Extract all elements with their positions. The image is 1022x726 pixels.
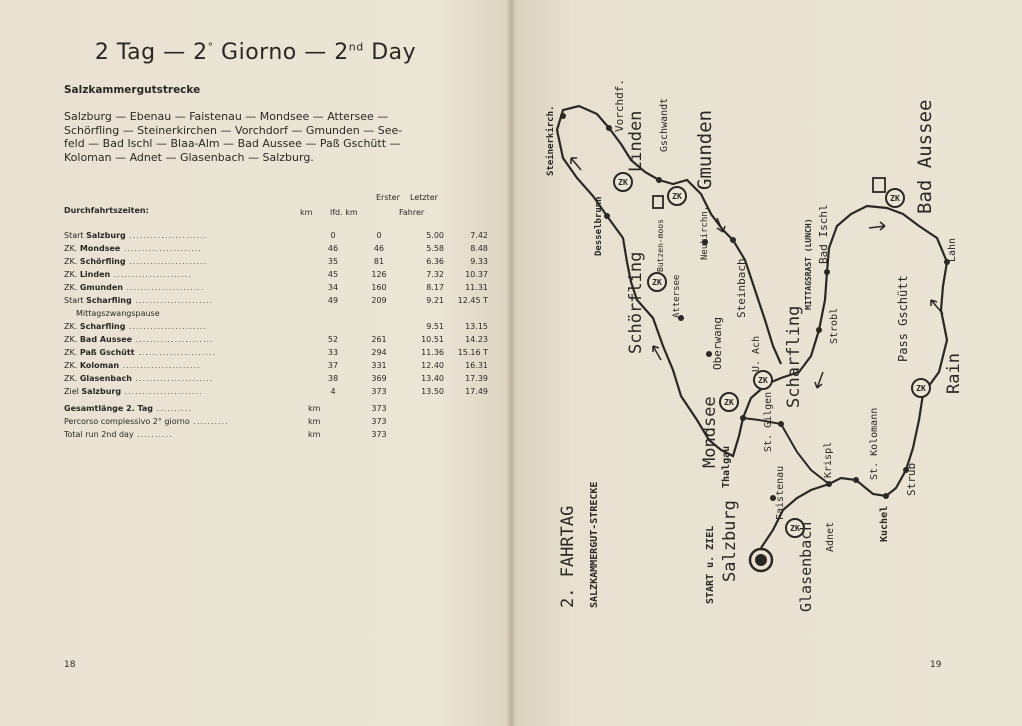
row-last: 11.31 bbox=[465, 283, 488, 292]
row-km: 35 bbox=[327, 257, 339, 266]
row-place bbox=[64, 229, 308, 242]
row-place bbox=[64, 385, 308, 398]
row-place-name: Salzburg bbox=[86, 231, 126, 240]
row-prefix: Start bbox=[64, 231, 84, 240]
zk-text: ZK bbox=[618, 178, 628, 187]
schedule-row bbox=[64, 268, 488, 281]
row-first: 10.51 bbox=[421, 335, 444, 344]
row-last: 16.31 bbox=[465, 361, 488, 370]
label-steinerkirchen: Steinerkirch. bbox=[546, 105, 556, 176]
schedule-row bbox=[64, 359, 488, 372]
label-bad-aussee: Bad Aussee bbox=[914, 99, 936, 214]
label-neukirchen: Neukirchn. bbox=[700, 205, 710, 260]
row-km bbox=[308, 307, 358, 320]
zk-text: ZK bbox=[724, 398, 734, 407]
route-description bbox=[64, 110, 456, 164]
section-title: Salzkammergutstrecke bbox=[64, 84, 201, 96]
total-unit: km bbox=[308, 417, 321, 426]
label-schoerfling: Schörfling bbox=[626, 251, 646, 354]
col-header-last: Letzter bbox=[410, 193, 438, 202]
route-line: Schörfling — Steinerkirchen — Vorchdorf — Gmunden — See- bbox=[64, 123, 403, 137]
row-place bbox=[64, 255, 308, 268]
checkpoint-box-aussee bbox=[873, 178, 885, 192]
row-leader-dots: ...................... bbox=[132, 335, 214, 344]
row-prefix: Ziel bbox=[64, 387, 79, 396]
row-prefix: ZK. bbox=[64, 283, 78, 292]
row-first: 9.21 bbox=[426, 296, 444, 305]
day-title bbox=[0, 40, 511, 65]
label-rain: Rain bbox=[944, 353, 964, 394]
total-row bbox=[64, 428, 488, 441]
label-oberwang: Oberwang bbox=[711, 317, 724, 370]
label-pass-gschuett: Pass Gschütt bbox=[896, 275, 910, 362]
row-last: 12.45 T bbox=[457, 296, 488, 305]
schedule-row bbox=[64, 333, 488, 346]
row-km: 33 bbox=[327, 348, 339, 357]
total-label bbox=[64, 398, 308, 415]
total-unit: km bbox=[308, 430, 321, 439]
row-lfd: 46 bbox=[373, 244, 385, 253]
zk-text: ZK bbox=[890, 194, 900, 203]
label-linden: Linden bbox=[626, 110, 646, 172]
row-km: 34 bbox=[327, 283, 339, 292]
row-leader-dots: ...................... bbox=[125, 322, 207, 331]
label-gmunden: Gmunden bbox=[694, 109, 716, 190]
label-scharfling: Scharfling bbox=[784, 305, 804, 408]
col-header-first: Erster bbox=[376, 193, 400, 202]
total-label-text: Gesamtlänge 2. Tag bbox=[64, 404, 154, 413]
total-leader-dots: .......... bbox=[133, 430, 173, 439]
map-title: 2. FAHRTAG bbox=[558, 505, 578, 608]
row-prefix: ZK. bbox=[64, 270, 78, 279]
row-km: 45 bbox=[327, 270, 339, 279]
row-first: 6.36 bbox=[426, 257, 444, 266]
row-first: 9.51 bbox=[426, 322, 444, 331]
route-line: Koloman — Adnet — Glasenbach — Salzburg. bbox=[64, 150, 314, 164]
row-prefix: ZK. bbox=[64, 361, 78, 370]
row-place-name: Mondsee bbox=[79, 244, 121, 253]
label-salzburg: Salzburg bbox=[720, 500, 740, 582]
row-place bbox=[64, 320, 308, 333]
row-place bbox=[64, 372, 308, 385]
label-st-kolomann: St. Kolomann bbox=[869, 407, 880, 480]
total-leader-dots: .......... bbox=[189, 417, 229, 426]
row-place bbox=[64, 294, 308, 307]
row-lfd: 369 bbox=[371, 374, 387, 383]
total-value: 373 bbox=[371, 430, 387, 439]
row-km: 4 bbox=[330, 387, 336, 396]
zk-text: ZK bbox=[790, 524, 800, 533]
row-leader-dots: ...................... bbox=[120, 244, 202, 253]
total-label-text: Total run 2nd day bbox=[64, 430, 134, 439]
row-first: 5.00 bbox=[426, 231, 444, 240]
row-prefix: ZK. bbox=[64, 322, 78, 331]
col-header-km: km bbox=[300, 208, 313, 217]
row-place-name: Glasenbach bbox=[79, 374, 132, 383]
row-last: 17.49 bbox=[465, 387, 488, 396]
row-leader-dots: ...................... bbox=[122, 283, 205, 292]
row-leader-dots: ...................... bbox=[125, 257, 208, 266]
zk-text: ZK bbox=[758, 376, 768, 385]
zk-text: ZK bbox=[652, 278, 662, 287]
row-place-name: Koloman bbox=[79, 361, 120, 370]
route-map bbox=[511, 0, 1022, 726]
row-prefix: ZK. bbox=[64, 335, 78, 344]
schedule-row bbox=[64, 229, 488, 242]
label-u-ach: U. Ach bbox=[751, 335, 762, 372]
total-row bbox=[64, 415, 488, 428]
label-desselbrunn: Desselbrunn bbox=[594, 196, 604, 256]
label-mondsee: Mondsee bbox=[700, 396, 720, 468]
row-lfd: 373 bbox=[371, 387, 387, 396]
label-strub: Strub bbox=[905, 462, 918, 496]
col-header-driver: Fahrer bbox=[399, 208, 425, 217]
total-label bbox=[64, 415, 308, 428]
row-leader-dots: ...................... bbox=[121, 387, 203, 396]
total-value: 373 bbox=[371, 417, 387, 426]
row-first: 11.36 bbox=[421, 348, 444, 357]
page-number-left: 18 bbox=[64, 660, 76, 670]
schedule-row bbox=[64, 346, 488, 359]
title-part: 2 Tag — 2 bbox=[94, 40, 208, 65]
zk-text: ZK bbox=[916, 384, 926, 393]
row-lfd: 331 bbox=[371, 361, 387, 370]
label-kuchel: Kuchel bbox=[879, 505, 890, 542]
row-place-name: Scharfling bbox=[86, 296, 132, 305]
route-line: Salzburg — Ebenau — Faistenau — Mondsee — Attersee — bbox=[64, 110, 389, 123]
total-label-text: Percorso complessivo 2° giorno bbox=[64, 417, 190, 426]
row-first: 13.40 bbox=[421, 374, 444, 383]
row-first: 7.32 bbox=[426, 270, 444, 279]
row-place bbox=[64, 333, 308, 346]
label-glasenbach: Glasenbach bbox=[797, 521, 815, 612]
row-last: 10.37 bbox=[465, 270, 488, 279]
row-first: 5.58 bbox=[426, 244, 444, 253]
total-unit: km bbox=[308, 404, 321, 413]
row-lfd bbox=[358, 307, 400, 320]
row-note: Mittagszwangspause bbox=[76, 309, 160, 318]
row-lfd: 126 bbox=[371, 270, 387, 279]
total-value: 373 bbox=[371, 404, 387, 413]
title-part: Giorno — 2 bbox=[213, 40, 349, 65]
schedule-row bbox=[64, 385, 488, 398]
row-lfd: 294 bbox=[371, 348, 387, 357]
row-km bbox=[308, 320, 358, 333]
row-place-name: Scharfling bbox=[79, 322, 126, 331]
label-faistenau: Faistenau bbox=[775, 465, 786, 520]
schedule-row bbox=[64, 255, 488, 268]
row-prefix: ZK. bbox=[64, 348, 78, 357]
row-last: 14.23 bbox=[465, 335, 488, 344]
label-st-gilgen: St. Gilgen bbox=[763, 391, 774, 452]
label-butzenmoos: Butzen-moos bbox=[656, 219, 665, 272]
row-km: 0 bbox=[330, 231, 336, 240]
row-lfd: 261 bbox=[371, 335, 387, 344]
row-lfd: 160 bbox=[371, 283, 387, 292]
label-gschwandt: Gschwandt bbox=[659, 97, 670, 152]
row-last: 7.42 bbox=[470, 231, 488, 240]
label-lahn: Lahn bbox=[947, 237, 958, 262]
schedule-row bbox=[64, 307, 488, 320]
row-lfd: 81 bbox=[373, 257, 385, 266]
row-km: 37 bbox=[327, 361, 339, 370]
row-last: 17.39 bbox=[465, 374, 488, 383]
row-place-name: Gmunden bbox=[79, 283, 123, 292]
row-place bbox=[64, 268, 308, 281]
row-prefix: Start bbox=[64, 296, 84, 305]
row-km: 52 bbox=[327, 335, 339, 344]
times-label: Durchfahrtszeiten: bbox=[64, 206, 149, 215]
total-leader-dots: .......... bbox=[153, 404, 193, 413]
row-place bbox=[64, 281, 308, 294]
row-place bbox=[64, 307, 308, 320]
row-lfd bbox=[358, 320, 400, 333]
zk-text: ZK bbox=[672, 192, 682, 201]
row-leader-dots: ...................... bbox=[134, 348, 217, 357]
checkpoint-box-gmunden bbox=[653, 196, 663, 208]
label-thalgau: Thalgau bbox=[721, 445, 732, 488]
row-leader-dots: ...................... bbox=[131, 296, 214, 305]
row-last: 9.33 bbox=[470, 257, 488, 266]
row-place bbox=[64, 346, 308, 359]
label-mittagsrast: MITTAGSRAST (LUNCH) bbox=[804, 218, 813, 310]
row-last bbox=[444, 307, 488, 320]
row-lfd: 0 bbox=[376, 231, 382, 240]
label-attersee: Attersee bbox=[672, 274, 682, 318]
row-place-name: Linden bbox=[79, 270, 111, 279]
row-prefix: ZK. bbox=[64, 244, 78, 253]
row-place-name: Schörfling bbox=[79, 257, 126, 266]
row-place bbox=[64, 242, 308, 255]
town-dots bbox=[560, 110, 950, 501]
row-leader-dots: ...................... bbox=[110, 270, 192, 279]
row-lfd: 209 bbox=[371, 296, 387, 305]
schedule-row bbox=[64, 281, 488, 294]
label-bad-ischl: Bad Ischl bbox=[817, 204, 830, 264]
row-leader-dots: ...................... bbox=[125, 231, 208, 240]
schedule-row bbox=[64, 372, 488, 385]
schedule-row bbox=[64, 320, 488, 333]
title-part: Day bbox=[363, 40, 417, 65]
route-path bbox=[557, 106, 947, 548]
row-km: 49 bbox=[327, 296, 339, 305]
label-vorchdorf: Vorchdf. bbox=[613, 79, 626, 132]
row-leader-dots: ...................... bbox=[119, 361, 201, 370]
row-km: 46 bbox=[327, 244, 339, 253]
row-place-name: Salzburg bbox=[81, 387, 122, 396]
row-first: 12.40 bbox=[421, 361, 444, 370]
row-prefix: ZK. bbox=[64, 257, 78, 266]
page-number-right: 19 bbox=[930, 660, 942, 670]
row-last: 15.16 T bbox=[457, 348, 488, 357]
total-row bbox=[64, 398, 488, 415]
row-place-name: Paß Gschütt bbox=[79, 348, 135, 357]
label-strobl: Strobl bbox=[829, 307, 840, 344]
row-prefix: ZK. bbox=[64, 374, 78, 383]
route-line: feld — Bad Ischl — Blaa-Alm — Bad Aussee — Paß Gschütt — bbox=[64, 137, 401, 150]
col-header-lfd: lfd. km bbox=[330, 208, 358, 217]
title-sup: nd bbox=[348, 40, 364, 54]
row-first: 13.50 bbox=[421, 387, 444, 396]
map-subtitle: SALZKAMMERGUT-STRECKE bbox=[589, 481, 600, 608]
total-label bbox=[64, 428, 308, 441]
row-last: 8.48 bbox=[470, 244, 488, 253]
schedule-row bbox=[64, 242, 488, 255]
row-last: 13.15 bbox=[465, 322, 488, 331]
label-steinbach: Steinbach bbox=[735, 258, 748, 318]
schedule-row bbox=[64, 294, 488, 307]
row-first bbox=[400, 307, 444, 320]
label-krispl: Krispl bbox=[823, 441, 834, 478]
row-first: 8.17 bbox=[426, 283, 444, 292]
start-label: START u. ZIEL bbox=[705, 525, 716, 604]
row-place bbox=[64, 359, 308, 372]
schedule-table bbox=[64, 229, 488, 441]
title-sup: ° bbox=[207, 40, 214, 54]
row-place-name: Bad Aussee bbox=[79, 335, 133, 344]
label-adnet: Adnet bbox=[825, 521, 836, 552]
book-gutter bbox=[506, 0, 516, 726]
row-leader-dots: ...................... bbox=[131, 374, 214, 383]
row-km: 38 bbox=[327, 374, 339, 383]
